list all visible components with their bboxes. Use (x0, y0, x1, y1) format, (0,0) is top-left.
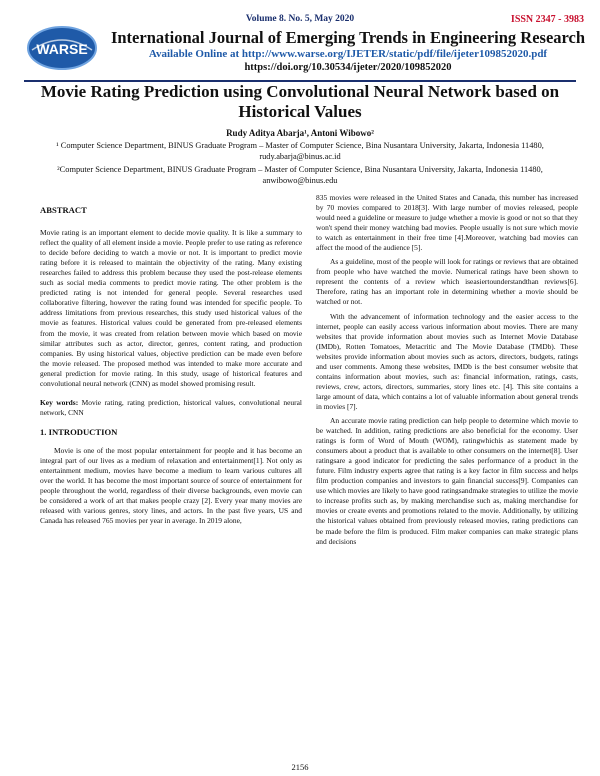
right-column (316, 193, 578, 551)
page-number: 2156 (291, 762, 309, 772)
body-paragraph-3: With the advancement of information technology and the easier access to the internet, people can easily access various information about movies. There are many websites that provide information about movies such as Internet Movie Database (IMDb), Rotten Tomatoes, Metacritic and The Movie Database (TMDb). These websites provide information about movies such as actors, directors, budgets, ratings and user comments. Among these websites, IMDb is the best consumer website that contains information about movies, such as: financial information, ratings, casts, reviews, crew, actors, directors, summaries, story lines etc. [4]. This site contains a large amount of data, which contains a lot of valuable information about general trends in movies [7]. (316, 311, 578, 411)
abstract-heading: ABSTRACT (40, 205, 87, 215)
logo-text: WARSE (36, 41, 88, 57)
keywords (40, 398, 302, 418)
author-list: Rudy Aditya Abarja¹, Antoni Wibowo² (226, 128, 374, 138)
volume-issue-line: Volume 8. No. 5, May 2020 (245, 14, 355, 24)
body-paragraph-4: An accurate movie rating prediction can help people to determine which movie to be watched. In addition, rating predictions are also beneficial for the economy. User ratings is form of Word of Mouth (WOM), ratingwhichis as statement made by consumers about a product that is available to other consumers on the internet[8]. User ratingsare a good indicator for predicting the sales performance of a product in the future. Film industry experts agree that rating is a key factor in film success and helps film production companies and investors to gain financial success[9]. Companies can use which movies are likely to have good ratingsandmake strategies to utilize the movie to increase profits such as, by making merchandise such as, making merchandise for movies or create events and promotions related to the movie. Additionally, by utilizing the historical values obtained from previously released movies, rating predictions can be made before the film is produced. Film maker companies can make strategic plans and decisions (316, 415, 578, 546)
affiliation-2: ²Computer Science Department, BINUS Graduate Program – Master of Computer Science, Bina Nusantara University, Jakarta, Indonesia 11480, anwibowo@binus.edu (57, 165, 543, 185)
introduction-paragraph-1: Movie is one of the most popular entertainment for people and it has become an integral part of our lives as a medium of relaxation and entertainment[1]. Not only as entertainment medium, movies have become a medium to learn various cultures all over the world. It has become the most important source of source of entertainment for people throughout the world, regardless of their diverse backgrounds, even movie can be considered a work of art that makes people crazy [2]. Every year many movies are released with various genres, story lines, and actors. In the past five years, US and Canada has released 765 movies per year in average. In 2019 alone, (40, 445, 302, 526)
introduction-heading: 1. INTRODUCTION (40, 426, 118, 437)
issn-label: ISSN 2347 - 3983 (510, 14, 584, 25)
warse-logo (24, 24, 100, 72)
keywords-label: Key words: (40, 397, 79, 407)
available-online-link[interactable]: Available Online at http://www.warse.org/IJETER/static/pdf/file/ijeter109852020.pdf (148, 48, 548, 60)
keywords-text: Movie rating, rating prediction, historical values, convolutional neural network, CNN (40, 397, 302, 417)
affiliation-1: ¹ Computer Science Department, BINUS Graduate Program – Master of Computer Science, Bina Nusantara University, Jakarta, Indonesia 11480, rudy.abarja@binus.ac.id (56, 141, 544, 161)
body-paragraph-1: 835 movies were released in the United States and Canada, this number has increased by 70 movies compared to 2018[3]. With large number of movies released, people would need a guideline or measure to judge whether a movie is good or not so that they won't spend their money watching bad movies. People usually is not sure which movie to watch as entertainment in their free time [4].Moreover, watching bad movies can affect the mood of the audience [5]. (316, 193, 578, 253)
abstract-body: Movie rating is an important element to decide movie quality. It is like a summary to reflect the quality of all element inside a movie. People prefer to use rating as reference to decide before deciding to watch a movie or not. It is important to predict movie rating before it is released to maintain the objectivity of the rating. Many existing researches failed to address this problem because they used the post-release elements such as social media comments to predict movie rating. The other problem is the predicted rating is not intended for general people. Several researches used collaborative filtering, however the rating found was intended for specific people. To address limitations from previous researches, this study used historical values of the movie as features. Historical values could be generated from pre-released elements from the movie, it was created from relation between movie which based on movie similar attributes such as actor, director, genres, content rating, and production companies. By using historical values, objective prediction can be made even before the movie released. The proposed method was intended to make more accurate and general prediction for movie rating. In this study, usage of historical features and convolutional neural network (CNN) as model showed promising result. (40, 228, 302, 388)
journal-name: International Journal of Emerging Trends in Engineering Research (110, 28, 586, 47)
doi-link[interactable]: https://doi.org/10.30534/ijeter/2020/109852020 (244, 62, 452, 73)
body-paragraph-2: As a guideline, most of the people will look for ratings or reviews that are obtained from people who have watched the movie. Numerical ratings have been shown to represent the contents of a review which iseasiertounderstandthan reviews[6]. Therefore, rating has an important role in determining whether a movie should be watched or not. (316, 257, 578, 307)
paper-title: Movie Rating Prediction using Convolutional Neural Network based on Historical Values (40, 82, 560, 121)
left-column (40, 193, 302, 530)
